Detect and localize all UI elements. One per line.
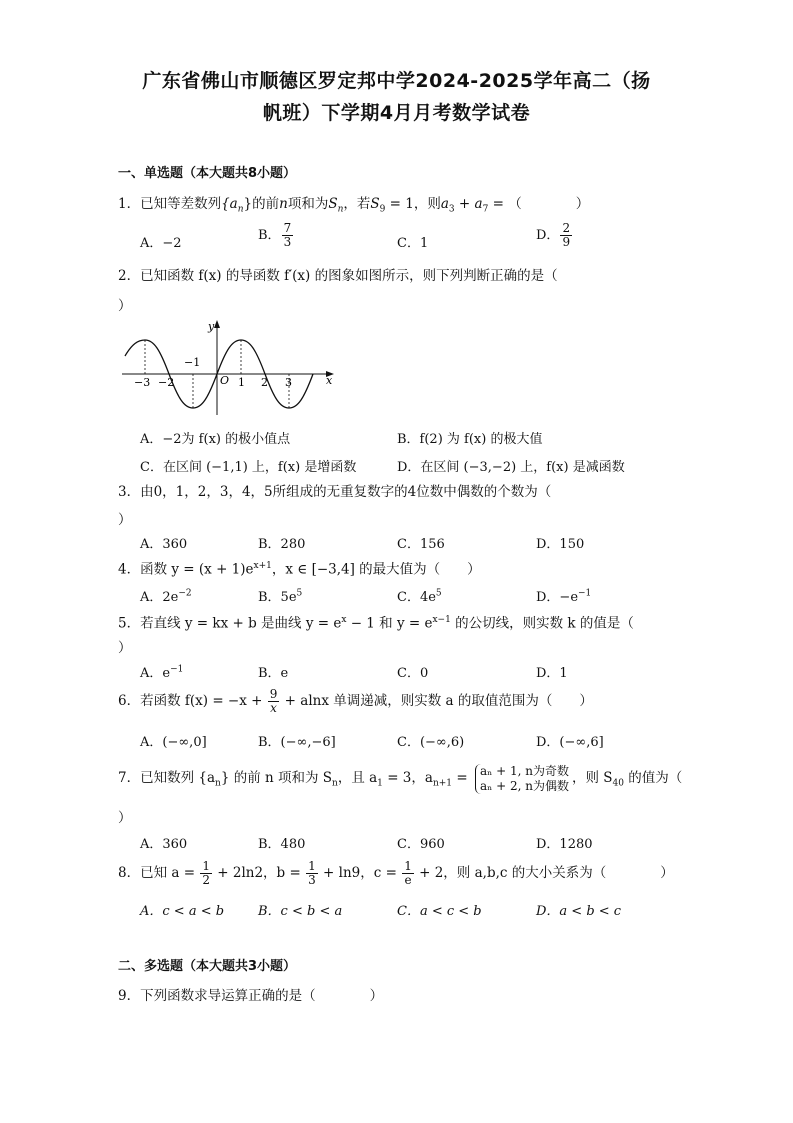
tick-3: 3 (285, 376, 292, 389)
q4-option-c[interactable] (397, 586, 442, 605)
q2-option-c[interactable]: C．在区间 (−1,1) 上，f(x) 是增函数 (140, 460, 357, 475)
q7-sub-5: 40 (612, 778, 624, 789)
q4-option-a[interactable] (140, 586, 192, 605)
y-axis-arrow (214, 320, 220, 328)
question-9: 9．下列函数求导运算正确的是（ ） (118, 988, 384, 1004)
q1-stem-mid1: 的前 (252, 196, 280, 212)
q4-b-base: B．5e (258, 590, 297, 605)
q1-d-num: 2 (562, 221, 571, 235)
q6-option-b[interactable]: B．(−∞,−6] (258, 735, 336, 750)
q4-stem-end: ，x ∈ [−3,4] 的最大值为（ ） (271, 561, 481, 578)
q7-piecewise (475, 764, 569, 794)
q4-c-base: C．4e (397, 590, 436, 605)
q6-option-a[interactable]: A．(−∞,0] (140, 735, 207, 750)
q6-stem-start: 6．若函数 f(x) = −x + (118, 693, 267, 709)
q8-stem-3: + ln9，c = (318, 865, 402, 881)
q7-stem-1: 7．已知数列 {a (118, 770, 216, 786)
question-8 (118, 860, 678, 887)
tick-minus3: −3 (134, 376, 151, 389)
q8-stem-2: + 2ln2，b = (212, 865, 306, 881)
q1-option-d-label: D． (536, 228, 560, 243)
q7-option-c[interactable]: C．960 (397, 837, 445, 852)
q4-b-exp: 5 (296, 588, 303, 599)
q6-fraction (268, 688, 280, 715)
q7-option-b[interactable]: B．480 (258, 837, 306, 852)
q1-eq1: = 1 (385, 196, 414, 212)
q5-stem-start: 5．若直线 y = kx + b 是曲线 y = e (118, 615, 342, 632)
q1-option-b[interactable] (258, 222, 294, 249)
section-multiple-choice: 二、多选题（本大题共3小题） (118, 959, 297, 974)
q7-stem-end: 的值为（ (623, 770, 683, 786)
q8-b-den: 3 (308, 873, 316, 887)
q1-option-b-fraction (282, 222, 294, 249)
q4-a-exp: −2 (178, 588, 192, 599)
q1-d-den: 9 (562, 235, 571, 249)
q1-stem-mid3: ，若 (343, 196, 371, 212)
q5-option-a[interactable] (140, 662, 183, 681)
question-7-paren-close: ） (118, 810, 132, 826)
q5-option-c[interactable]: C．0 (397, 666, 429, 681)
q6-option-d[interactable]: D．(−∞,6] (536, 735, 604, 750)
section-single-choice: 一、单选题（本大题共8小题） (118, 166, 297, 181)
q1-option-d-fraction (560, 222, 572, 249)
x-axis-label: x (326, 374, 333, 387)
q4-exponent: x+1 (253, 561, 272, 571)
q4-a-base: A．2e (140, 590, 179, 605)
q1-seq-sub: n (237, 204, 244, 215)
question-1 (118, 194, 678, 220)
q1-b-num: 7 (283, 221, 292, 235)
q8-stem-end: + 2，则 a,b,c 的大小关系为（ ） (414, 865, 674, 881)
q7-sub-1: n (215, 778, 221, 789)
q2-option-a[interactable]: A．−2为 f(x) 的极小值点 (140, 432, 291, 447)
q7-option-a[interactable]: A．360 (140, 837, 188, 852)
q3-option-c[interactable]: C．156 (397, 537, 445, 552)
q1-stem-end: = （ ） (488, 196, 590, 212)
q1-plus: + (454, 196, 475, 212)
exam-title-line-2: 帆班）下学期4月月考数学试卷 (262, 102, 531, 124)
q7-stem-3: ，且 a (337, 770, 378, 786)
q1-a7: a (474, 196, 483, 212)
q7-stem-4: = 3，a (382, 770, 433, 786)
q6-option-c[interactable]: C．(−∞,6) (397, 735, 465, 750)
q7-case-odd: aₙ + 1, n为奇数 (479, 763, 569, 778)
q7-case-even: aₙ + 2, n为偶数 (479, 778, 569, 793)
question-3-paren-close: ） (118, 512, 132, 528)
q1-stem-mid4: ，则 (413, 196, 441, 212)
question-6 (118, 688, 678, 715)
q7-stem-6: ，则 S (571, 770, 613, 786)
q1-option-d[interactable] (536, 222, 573, 249)
q1-seq-end: } (243, 196, 253, 212)
q5-stem-mid: − 1 和 y = e (346, 615, 433, 632)
question-5 (118, 610, 678, 634)
q2-option-b[interactable]: B．f(2) 为 f(x) 的极大值 (397, 432, 543, 447)
q4-d-exp: −1 (578, 588, 592, 599)
q7-stem-5: = (452, 770, 472, 786)
q8-a-den: 2 (202, 873, 210, 887)
q4-c-exp: 5 (435, 588, 442, 599)
q5-stem-end: 的公切线，则实数 k 的值是（ (450, 615, 634, 632)
q2-option-d[interactable]: D．在区间 (−3,−2) 上，f(x) 是减函数 (397, 460, 625, 475)
q1-a3-sub: 3 (448, 204, 455, 215)
q4-d-base: D．−e (536, 590, 579, 605)
q1-stem-start: 1．已知等差数列 (118, 196, 222, 212)
q5-a-exp: −1 (170, 664, 184, 675)
q6-den: x (270, 701, 277, 715)
q5-exp2: x−1 (432, 615, 451, 625)
q1-option-c[interactable]: C．1 (397, 236, 429, 251)
q1-a7-sub: 7 (482, 204, 489, 215)
exam-title-line-1: 广东省佛山市顺德区罗定邦中学2024-2025学年高二（扬 (142, 70, 651, 92)
q8-option-b[interactable]: B．c < b < a (258, 904, 343, 919)
question-2-paren-close: ） (118, 298, 132, 314)
q8-option-d[interactable]: D．a < b < c (536, 904, 622, 919)
q8-option-a[interactable]: A．c < a < b (140, 904, 225, 919)
q3-option-a[interactable]: A．360 (140, 537, 188, 552)
question-7 (118, 760, 683, 802)
q8-stem-1: 8．已知 a = (118, 865, 200, 881)
tick-2: 2 (261, 376, 268, 389)
derivative-graph (120, 318, 340, 418)
q5-option-d[interactable]: D．1 (536, 666, 568, 681)
q6-stem-end: + alnx 单调递减，则实数 a 的取值范围为（ ） (280, 693, 593, 709)
q1-stem-mid2: 项和为 (287, 196, 329, 212)
q6-num: 9 (269, 687, 278, 701)
tick-minus2: −2 (158, 376, 175, 389)
q1-S: S (328, 196, 338, 212)
question-2: 2．已知函数 f(x) 的导函数 f′(x) 的图象如图所示，则下列判断正确的是（ (118, 268, 558, 284)
q8-frac-c (402, 860, 414, 887)
q7-sub-2: n (332, 778, 338, 789)
q4-option-d[interactable] (536, 586, 591, 605)
q1-option-a[interactable]: A．−2 (140, 236, 182, 251)
q1-b-den: 3 (283, 235, 292, 249)
q3-option-d[interactable]: D．150 (536, 537, 585, 552)
q5-a-base: A．e (140, 666, 171, 681)
q5-option-b[interactable]: B．e (258, 666, 289, 681)
q5-exp1: x (341, 615, 347, 625)
q7-option-d[interactable]: D．1280 (536, 837, 593, 852)
q1-S9-sub: 9 (379, 204, 386, 215)
q4-option-b[interactable] (258, 586, 302, 605)
q1-S-sub: n (337, 204, 344, 215)
q8-b-num: 1 (308, 859, 316, 873)
q8-option-c[interactable]: C．a < c < b (397, 904, 482, 919)
q8-frac-a (200, 860, 212, 887)
question-3: 3．由0，1，2，3，4，5所组成的无重复数字的4位数中偶数的个数为（ (118, 484, 552, 500)
q8-c-num: 1 (404, 859, 412, 873)
question-4 (118, 556, 678, 580)
tick-minus1: −1 (184, 356, 201, 369)
tick-1: 1 (238, 376, 245, 389)
q7-sub-3: 1 (377, 778, 383, 789)
y-axis-label: y (208, 320, 215, 333)
q3-option-b[interactable]: B．280 (258, 537, 306, 552)
q8-c-den: e (404, 873, 412, 887)
origin-label: O (220, 374, 230, 387)
q1-option-b-label: B． (258, 228, 281, 243)
question-5-paren-close: ） (118, 640, 132, 656)
q7-sub-4: n+1 (432, 778, 453, 789)
q7-stem-2: } 的前 n 项和为 S (220, 770, 333, 786)
q1-a3: a (440, 196, 449, 212)
q1-n: n (279, 196, 288, 212)
q1-seq: {a (221, 196, 238, 212)
q4-stem-start: 4．函数 y = (x + 1)e (118, 561, 254, 578)
q8-frac-b (306, 860, 318, 887)
q1-S9: S (370, 196, 380, 212)
q8-a-num: 1 (202, 859, 210, 873)
